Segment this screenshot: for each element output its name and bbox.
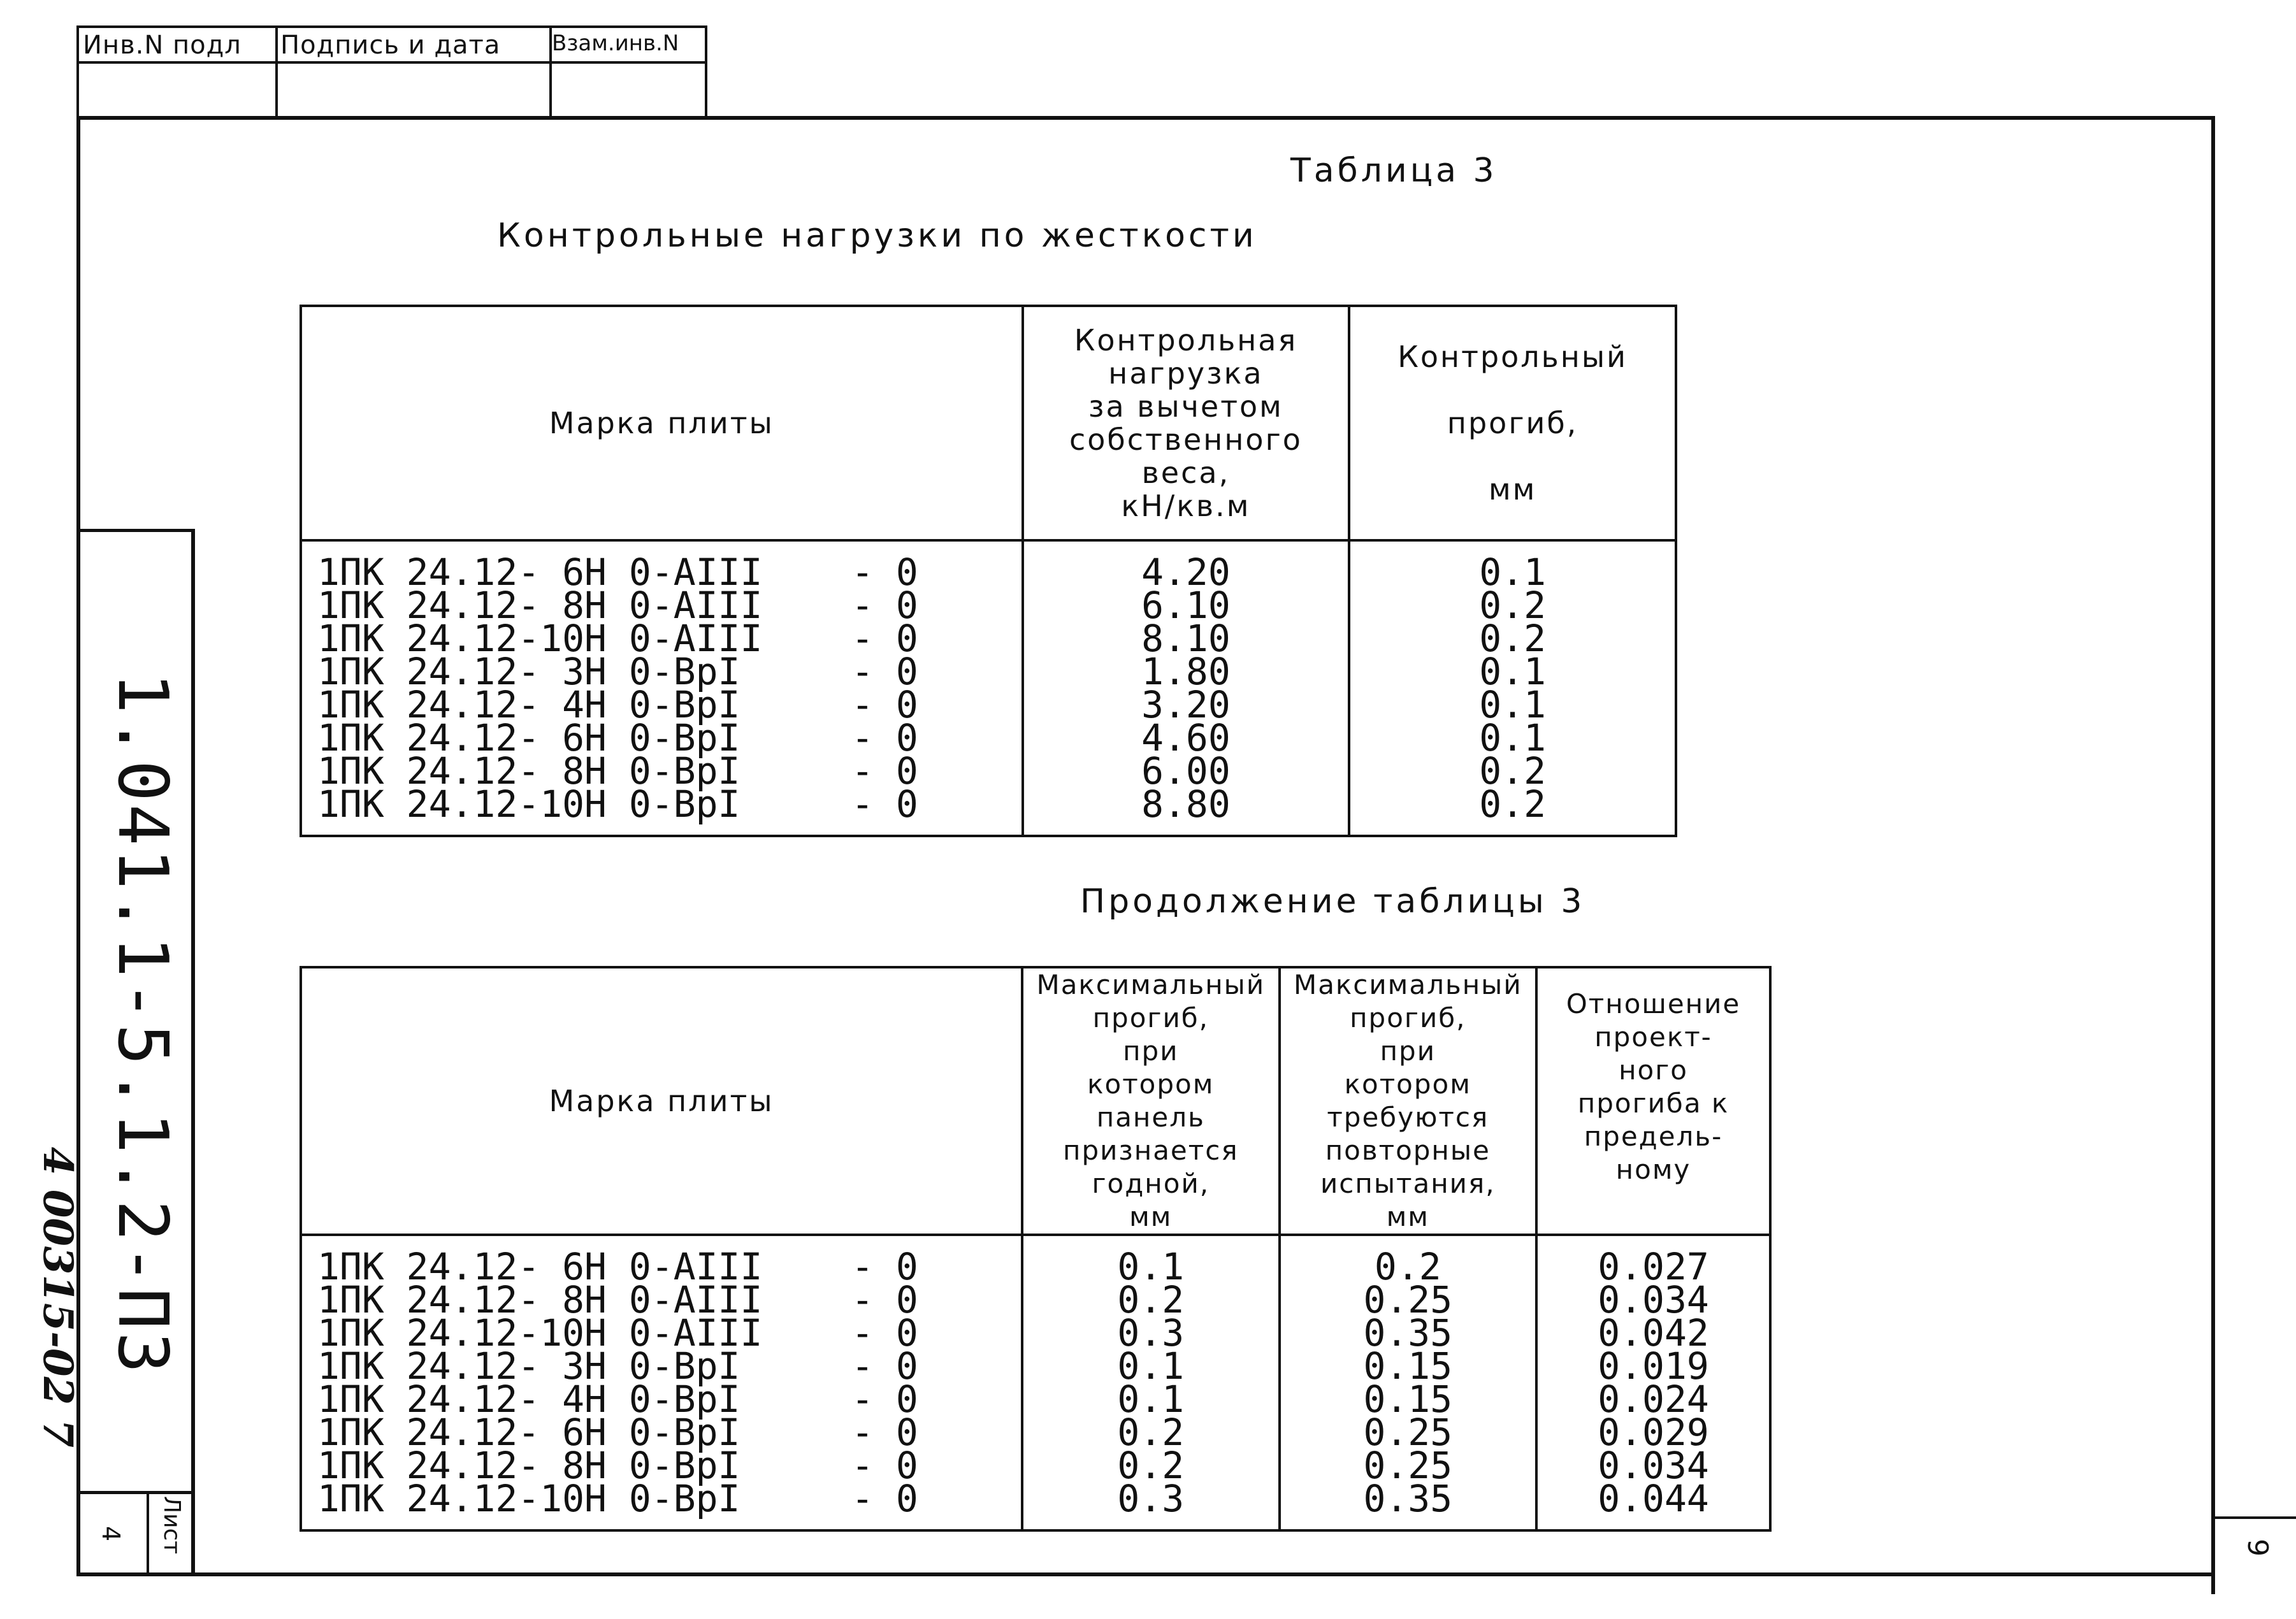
table-row: 1ПК 24.12- 4Н 0-ВрI - 0 xyxy=(317,1378,918,1421)
table-row: 1ПК 24.12- 3Н 0-ВрI - 0 xyxy=(317,650,918,693)
table-row: 1ПК 24.12- 6Н 0-ВрI - 0 xyxy=(317,1411,918,1454)
table-row: 1ПК 24.12- 6Н 0-АIII - 0 xyxy=(317,1245,918,1288)
handwritten-archive-number: 4 00315-02 7 xyxy=(34,1147,82,1448)
table2-marks xyxy=(301,1235,1022,1530)
table2-max-ok: 0.1 0.2 0.3 0.1 0.1 0.2 0.2 0.3 xyxy=(1022,1235,1280,1530)
table2-body-row xyxy=(301,1235,1770,1530)
table-row: 1ПК 24.12- 3Н 0-ВрI - 0 xyxy=(317,1344,918,1388)
frame-bottom xyxy=(76,1572,2215,1576)
table1-header-load: Контрольная нагрузка за вычетом собственного веса, кН/кв.м xyxy=(1023,306,1350,540)
table-row: 1ПК 24.12- 8Н 0-ВрI - 0 xyxy=(317,749,918,793)
frame-top xyxy=(76,116,2215,120)
table2-ratio: 0.027 0.034 0.042 0.019 0.024 0.029 0.034 0.044 xyxy=(1536,1235,1770,1530)
stamp-vzam-inv: Взам.инв.N xyxy=(552,31,679,56)
stamp-right-border xyxy=(705,25,707,118)
page-notch-line xyxy=(2211,1516,2296,1519)
table-row: 1ПК 24.12- 8Н 0-АIII - 0 xyxy=(317,1278,918,1321)
table1-body-row xyxy=(301,540,1676,836)
deflection-limits-table xyxy=(300,966,1772,1532)
stamp-col-divider-1 xyxy=(275,25,278,118)
document-code: 1.041.1-5.1.2-ПЗ xyxy=(103,672,182,1376)
stamp-podpis-data: Подпись и дата xyxy=(280,31,501,60)
side-sheet-col-divider xyxy=(147,1491,149,1574)
table-row: 1ПК 24.12-10Н 0-ВрI - 0 xyxy=(317,782,918,826)
frame-right xyxy=(2211,116,2215,1594)
stamp-inv-podl: Инв.N подл xyxy=(83,31,242,60)
table-label: Таблица 3 xyxy=(1290,152,1498,190)
table-row: 1ПК 24.12-10Н 0-АIII - 0 xyxy=(317,617,918,660)
side-sheet-divider xyxy=(80,1491,195,1494)
table2-header-row xyxy=(301,967,1770,1235)
side-stamp-right xyxy=(191,529,195,1574)
table-row: 1ПК 24.12- 4Н 0-ВрI - 0 xyxy=(317,683,918,726)
stiffness-table xyxy=(300,305,1677,837)
table-row: 1ПК 24.12-10Н 0-АIII - 0 xyxy=(317,1311,918,1355)
side-stamp-top xyxy=(80,529,195,532)
table2-max-retest: 0.2 0.25 0.35 0.15 0.15 0.25 0.25 0.35 xyxy=(1280,1235,1537,1530)
stamp-left-border xyxy=(76,25,79,118)
stamp-divider xyxy=(76,61,707,64)
table1-loads: 4.20 6.10 8.10 1.80 3.20 4.60 6.00 8.80 xyxy=(1023,540,1350,836)
table1-deflections: 0.1 0.2 0.2 0.1 0.1 0.1 0.2 0.2 xyxy=(1349,540,1676,836)
table2-header-max-retest: Максимальный прогиб, при котором требуются повторные испытания, мм xyxy=(1280,967,1537,1235)
continuation-title: Продолжение таблицы 3 xyxy=(1080,882,1585,921)
table1-header-deflection: Контрольный прогиб, мм xyxy=(1349,306,1676,540)
table-row: 1ПК 24.12- 8Н 0-ВрI - 0 xyxy=(317,1444,918,1487)
table-row: 1ПК 24.12- 6Н 0-АIII - 0 xyxy=(317,550,918,594)
table2-header-ratio: Отношение проект- ного прогиба к предель- ному xyxy=(1536,967,1770,1235)
sheet-number: 4 xyxy=(97,1526,125,1542)
stamp-top-line xyxy=(76,25,707,28)
page-title: Контрольные нагрузки по жесткости xyxy=(497,217,1257,255)
table1-marks xyxy=(301,540,1023,836)
table-row: 1ПК 24.12-10Н 0-ВрI - 0 xyxy=(317,1477,918,1520)
table-row: 1ПК 24.12- 6Н 0-ВрI - 0 xyxy=(317,716,918,759)
table2-header-mark: Марка плиты xyxy=(301,967,1022,1235)
sheet-label: Лист xyxy=(159,1496,185,1555)
table1-header-row xyxy=(301,306,1676,540)
table1-header-mark: Марка плиты xyxy=(301,306,1023,540)
table-row: 1ПК 24.12- 8Н 0-АIII - 0 xyxy=(317,584,918,627)
table2-header-max-ok: Максимальный прогиб, при котором панель признается годной, мм xyxy=(1022,967,1280,1235)
page-number: 9 xyxy=(2241,1539,2274,1557)
